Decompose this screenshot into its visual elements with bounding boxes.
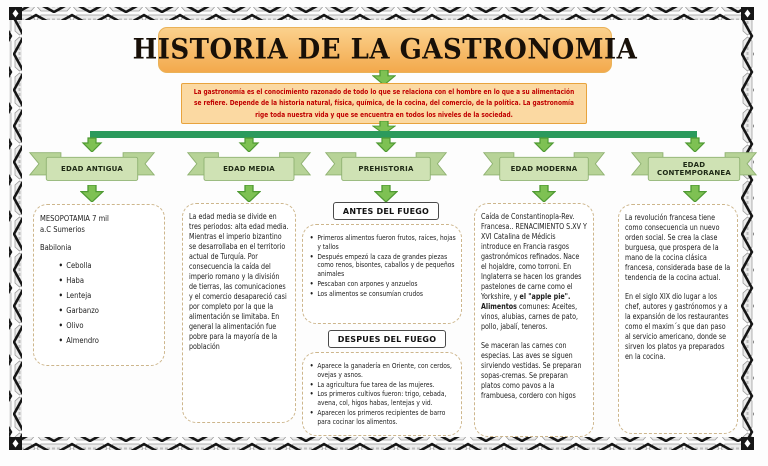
list-item: • Los primeros cultivos fueron: trigo, cebada, avena, col, higos habas, lentejas y vid. <box>308 390 456 408</box>
edad-media-text: La edad media se divide en tres periodos: alta edad media. Mientras el imperio bizantino se desarrollaba en el territorio actual de Turquía. Por consecuencia la caída del imperio romano y la división de tierras, las comunicaciones y el comercio desapareció casi por completo por la que la alimentación se limitaba. En general la alimentación fue pobre para la mayoría de la población <box>189 212 289 351</box>
era-label: EDAD ANTIGUA <box>61 165 123 174</box>
tag-label: ANTES DEL FUEGO <box>342 206 430 216</box>
era-label: EDAD CONTEMPORANEA <box>656 161 731 178</box>
list-item: • Lenteja <box>57 290 158 301</box>
down-arrow-icon <box>683 185 707 202</box>
antigua-list <box>57 260 158 346</box>
antes-del-fuego-box <box>302 224 462 324</box>
list-item: • La agricultura fue tarea de las mujeres. <box>308 381 456 390</box>
list-item: • Primeros alimentos fueron frutos, raíces, hojas y tallos <box>308 234 456 252</box>
edad-contemporanea-box <box>618 204 738 434</box>
list-item: • Haba <box>57 275 158 286</box>
era-label: EDAD MEDIA <box>223 165 275 174</box>
list-item: • Después empezó la caza de grandes piezas como renos, bisontes, caballos y de pequeños animales <box>308 253 456 279</box>
down-arrow-icon <box>374 185 398 202</box>
text-segment-bold: el "apple pie". Alimentos <box>481 292 571 311</box>
description-box <box>181 83 587 124</box>
title-banner <box>132 27 638 73</box>
list-item: • Pescaban con arpones y anzuelos <box>308 280 456 289</box>
ribbon-edad-media <box>186 149 312 186</box>
list-item: • Cebolla <box>57 260 158 271</box>
era-label: EDAD MODERNA <box>510 165 578 174</box>
border-left <box>9 7 22 450</box>
moderna-paragraph-2: Se maceran las carnes con especias. Las aves se siguen sirviendo vestidas. Se preparan sopas-cremas. Se preparan platos como pavos a la frambuesa, cordero con higos <box>481 341 582 400</box>
down-arrow-icon <box>237 185 261 202</box>
down-arrow-icon <box>80 185 104 202</box>
antes-list <box>308 234 456 299</box>
moderna-paragraph-1 <box>481 212 587 332</box>
list-item: • Los alimentos se consumían crudos <box>308 290 456 299</box>
list-item: • Garbanzo <box>57 305 158 316</box>
ribbon-edad-antigua <box>28 149 156 186</box>
contemporanea-paragraph-2: En el siglo XIX dio lugar a los chef, autores y gastrónomos y a la expansión de los restaurantes como el maxim´s que dan paso al servicio americano, donde se sirven los platos ya preparados en la cocina. <box>625 292 729 361</box>
antes-del-fuego-tag <box>333 202 439 220</box>
list-item: • Almendro <box>57 335 158 346</box>
text-segment: Caída de Constantinopla-Rev. Francesa.. RENACIMIENTO S.XV Y XVI Catalina de Médicis introduce en Francia rasgos gastronómicos refinados. Nace el hojaldre, como torroni. En Inglaterra se hacen los grandes pastelones de carne como el Yorkshire, y <box>481 212 587 301</box>
list-item: • Olivo <box>57 320 158 331</box>
despues-del-fuego-box <box>302 352 462 436</box>
contemporanea-paragraph-1: La revolución francesa tiene como consecuencia un nuevo orden social. Se crea la clase burguesa, que prospera de la mano de la cocina clásica francesa, considerada base de la tendencia de la cocina actual. <box>625 213 731 282</box>
timeline-bar <box>90 131 697 138</box>
era-label: PREHISTORIA <box>358 165 414 174</box>
border-top <box>9 7 754 20</box>
ribbon-prehistoria <box>324 149 448 186</box>
antigua-subheading: Babilonia <box>40 243 72 252</box>
edad-antigua-box <box>33 204 165 366</box>
antigua-heading: MESOPOTAMIA 7 mil a.C Sumerios <box>40 214 109 234</box>
list-item: • Aparecen los primeros recipientes de barro para cocinar los alimentos. <box>308 409 456 427</box>
border-bottom <box>9 437 754 450</box>
edad-media-box <box>182 203 296 423</box>
list-item: • Aparece la ganadería en Oriente, con cerdos, ovejas y asnos. <box>308 362 456 380</box>
ribbon-edad-contemporanea <box>630 149 758 186</box>
page-title: HISTORIA DE LA GASTRONOMIA <box>132 33 638 67</box>
tag-label: DESPUES DEL FUEGO <box>337 334 437 344</box>
border-right <box>741 7 754 450</box>
ribbon-edad-moderna <box>482 149 606 186</box>
despues-del-fuego-tag <box>328 330 446 348</box>
despues-list <box>308 362 456 427</box>
down-arrow-icon <box>532 185 556 202</box>
text-segment: comunes: Aceites, vinos, alubias, carnes de pato, pollo, jabalí, teneros. <box>481 302 578 331</box>
edad-moderna-box <box>474 203 594 437</box>
description-text: La gastronomía es el conocimiento razonado de todo lo que se relaciona con el hombre en lo que a su alimentación se refiere. Depende de la historia natural, física, química, de la cocina, del comercio, de la política. La gastronomía rige toda nuestra vida y que se encuentra en todos los niveles de la sociedad. <box>193 88 575 119</box>
